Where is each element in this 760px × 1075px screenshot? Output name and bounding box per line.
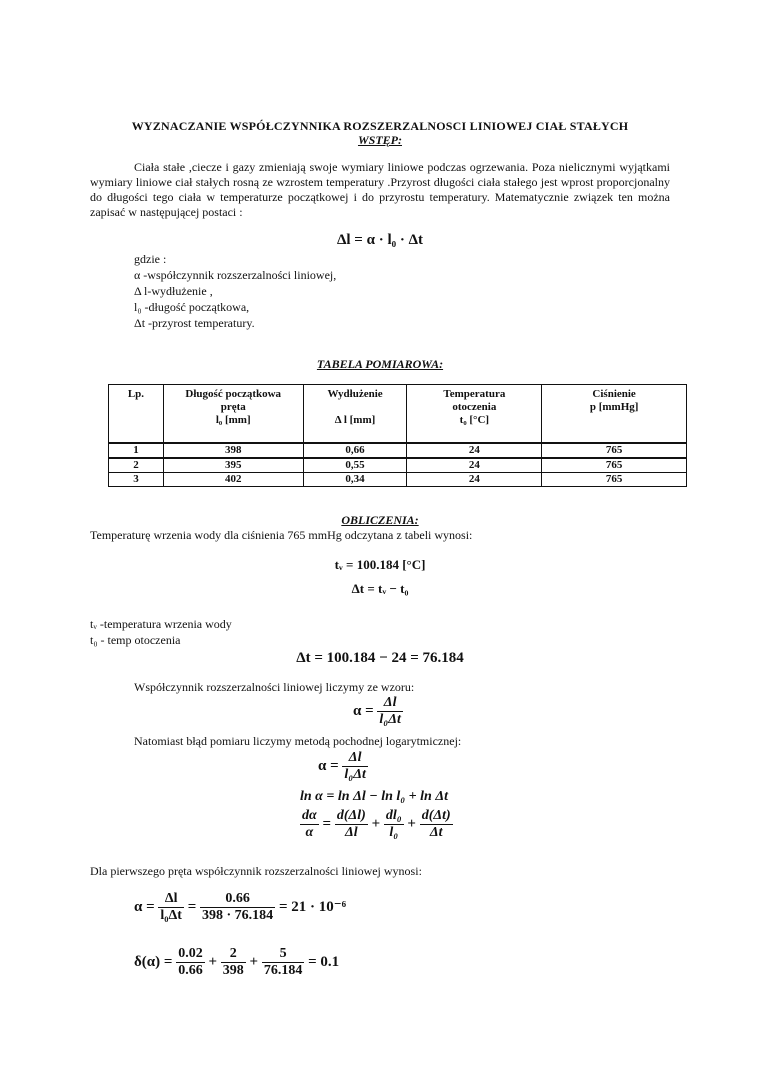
table-row [109, 443, 687, 458]
header-label: Temperatura [443, 388, 506, 400]
boiling-temp-formula: tᵥ = 100.184 [°C] [334, 557, 426, 572]
header-cell [163, 385, 303, 444]
fraction [200, 891, 275, 924]
cell: 0,66 [303, 443, 407, 458]
fraction-denominator: Δt [429, 825, 443, 840]
header-cell [542, 385, 687, 444]
table-header-row [109, 385, 687, 444]
fraction-denominator: α [305, 825, 314, 840]
table-row [109, 458, 687, 473]
formula-lhs: α = [318, 757, 339, 774]
fraction [158, 891, 184, 924]
intro-paragraph: Ciała stałe ,ciecze i gazy zmieniają swoje wymiary liniowe podczas ogrzewania. Poza nielicznymi wyjątkami wymiary liniowe ciał stałych rosną ze wzrostem temperatury .Przyrost długości ciała stałego jest wprost proporcjonalny do długości tego ciała w temperaturze początkowej i do przyrostu temperatury. Matematycznie związek ten można zapisać w następującej postaci : [90, 160, 670, 219]
formula-lhs: α = [353, 702, 374, 719]
cell: 398 [163, 443, 303, 458]
delta-t-formula: Δt = tᵥ − t₀ [351, 581, 409, 596]
cell: 3 [109, 473, 164, 487]
table-row [109, 473, 687, 487]
error-calculation: δ(α) = $\frac{0.02}{0.66}$ + $\frac{2}{398}$ + $\frac{5}{76.184}$ = 0.1 [134, 946, 340, 978]
calc-intro: Temperaturę wrzenia wody dla ciśnienia 765 mmHg odczytana z tabeli wynosi: [90, 528, 473, 542]
fraction-numerator: Δl [342, 750, 367, 767]
formula-lhs: δ(α) = [134, 953, 173, 970]
cell: 24 [407, 443, 542, 458]
alpha-intro: Współczynnik rozszerzalności liniowej liczymy ze wzoru: [134, 680, 415, 694]
alpha-formula-repeat [318, 750, 368, 783]
header-unit: Δ l [mm] [334, 414, 376, 426]
header-label: Długość początkowa [185, 388, 282, 400]
header-label: Wydłużenie [327, 388, 383, 400]
header-label: otoczenia [452, 401, 497, 413]
log-formula: ln α = ln Δl − ln l₀ + ln Δt [300, 789, 448, 804]
section-heading-intro: WSTĘP: [357, 133, 402, 147]
fraction-denominator: l₀Δt [379, 712, 401, 727]
fraction [335, 808, 368, 841]
page-title: WYZNACZANIE WSPÓŁCZYNNIKA ROZSZERZALNOSCI LINIOWEJ CIAŁ STAŁYCH [131, 119, 629, 133]
header-cell [303, 385, 407, 444]
header-unit: p [mmHg] [589, 401, 639, 413]
fraction-denominator: 76.184 [263, 963, 303, 978]
fraction-numerator: Δl [158, 891, 184, 908]
cell: 395 [163, 458, 303, 473]
fraction-denominator: 398 [222, 963, 244, 978]
definition-item: Δt -przyrost temperatury. [134, 316, 255, 330]
fraction-numerator: d(Δl) [336, 808, 366, 823]
definition-item: l₀ -długość początkowa, [134, 300, 250, 314]
first-rod-intro: Dla pierwszego pręta współczynnik rozszerzalności liniowej wynosi: [90, 864, 422, 878]
fraction-numerator: 0.66 [200, 891, 275, 908]
fraction [342, 750, 367, 783]
alpha-calculation: α = $\frac{\Delta l}{\text{l₀Δt}}$ = $\frac{0.66}{398 \cdot 76.184}$ = 21 · 10⁻⁶ [134, 891, 347, 923]
definition-item: gdzie : [134, 252, 167, 266]
fraction [300, 808, 319, 841]
definition-item: Δ l-wydłużenie , [134, 284, 213, 298]
header-label: Ciśnienie [592, 388, 636, 400]
header-cell [407, 385, 542, 444]
alpha-formula [353, 695, 403, 728]
cell: 24 [407, 458, 542, 473]
cell: 765 [542, 458, 687, 473]
tw-definition: tᵥ -temperatura wrzenia wody [90, 617, 232, 631]
fraction [377, 695, 402, 728]
header-cell [109, 385, 164, 444]
fraction [176, 946, 205, 979]
section-heading-calculations: OBLICZENIA: [341, 513, 419, 527]
table-heading: TABELA POMIAROWA: [316, 357, 444, 371]
fraction [262, 946, 305, 979]
main-formula: Δl = α · l₀ · Δt [336, 232, 424, 248]
t0-definition: t₀ - temp otoczenia [90, 633, 181, 647]
cell: 765 [542, 473, 687, 487]
cell: 1 [109, 443, 164, 458]
definition-item: α -współczynnik rozszerzalności liniowej, [134, 268, 337, 282]
fraction [221, 946, 246, 979]
header-unit: l₀ [mm] [215, 414, 251, 426]
fraction [384, 808, 404, 841]
measurement-table [108, 384, 687, 487]
cell: 2 [109, 458, 164, 473]
cell: 0,34 [303, 473, 407, 487]
fraction-denominator: l₀Δt [160, 908, 182, 923]
fraction-numerator: dα [302, 808, 317, 823]
header-label: pręta [220, 401, 246, 413]
fraction-denominator: 0.66 [178, 963, 203, 978]
header-unit: t₀ [°C] [459, 414, 490, 426]
fraction-numerator: 5 [262, 946, 305, 963]
fraction-denominator: Δl [344, 825, 358, 840]
header-label: Lp. [127, 388, 145, 400]
calculation-result: = 21 · 10⁻⁶ [278, 898, 347, 915]
formula-lhs: α = [134, 898, 155, 915]
fraction-numerator: 0.02 [178, 946, 203, 961]
fraction-denominator: l₀Δt [344, 767, 366, 782]
log-derivative-formula: $\frac{d\alpha}{\alpha}$ = $\frac{d(\Delta l)}{\Delta l}$ + $\frac{\text{dl₀}}{\text{l₀}}$ + $\frac{d(\Delta t)}{\Delta t}$ [302, 808, 451, 840]
cell: 402 [163, 473, 303, 487]
fraction-denominator: l₀ [389, 825, 399, 840]
fraction-numerator: dl₀ [385, 808, 402, 823]
cell: 0,55 [303, 458, 407, 473]
fraction-denominator: 398 · 76.184 [202, 908, 274, 923]
cell: 765 [542, 443, 687, 458]
fraction [420, 808, 453, 841]
delta-t-value: Δt = 100.184 − 24 = 76.184 [296, 650, 464, 666]
fraction-numerator: 2 [221, 946, 246, 963]
fraction-numerator: Δl [377, 695, 402, 712]
cell: 24 [407, 473, 542, 487]
error-intro: Natomiast błąd pomiaru liczymy metodą pochodnej logarytmicznej: [134, 734, 462, 748]
calculation-result: = 0.1 [308, 953, 340, 970]
fraction-numerator: d(Δt) [421, 808, 451, 823]
definitions-list [134, 251, 336, 331]
